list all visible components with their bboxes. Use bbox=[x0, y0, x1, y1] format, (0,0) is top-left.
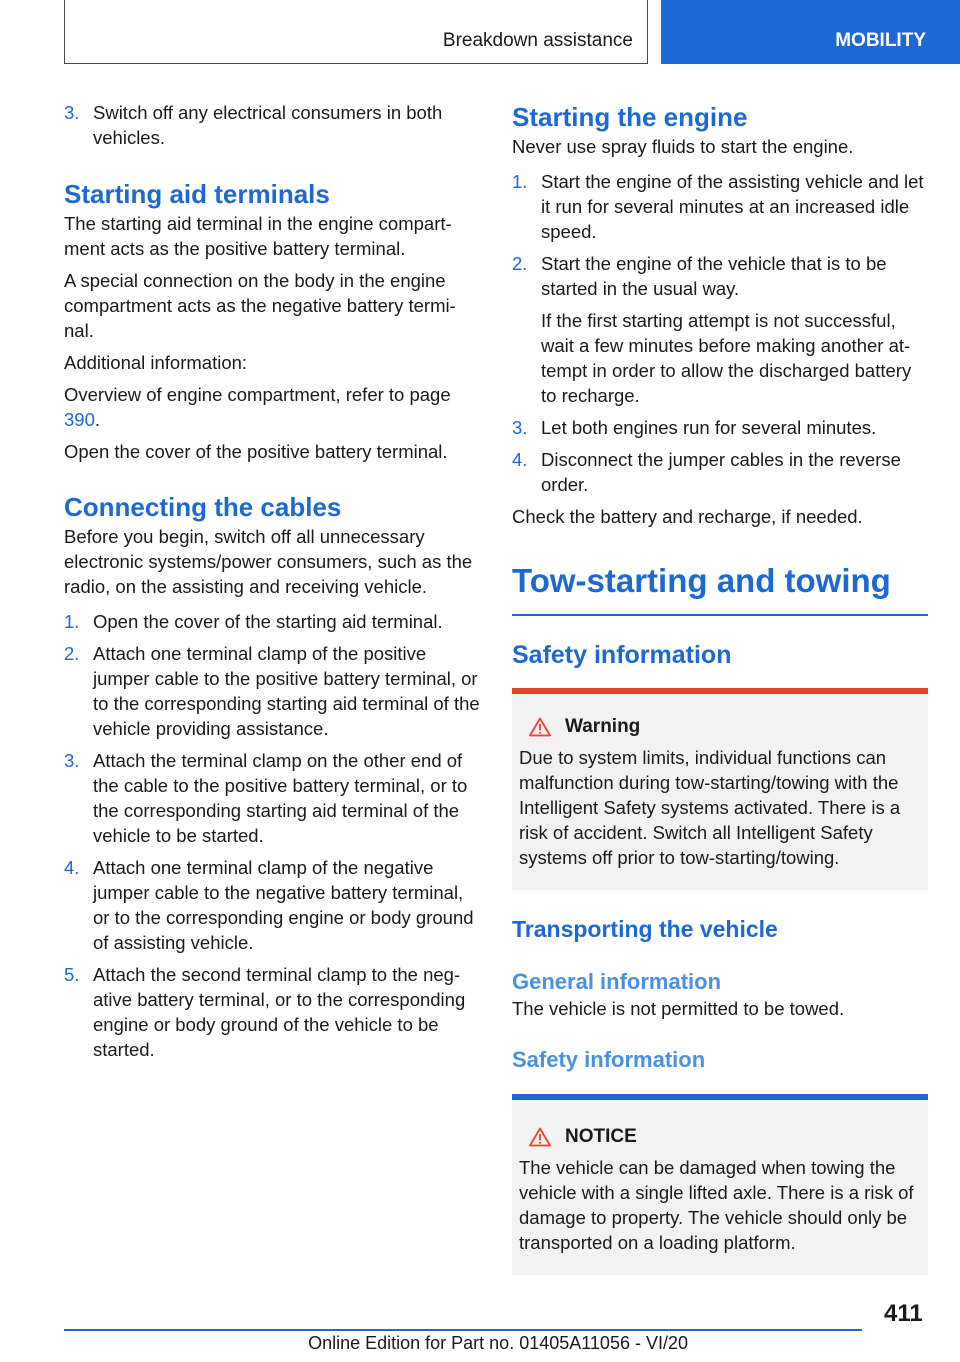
list-item bbox=[64, 855, 480, 955]
cont-step-list bbox=[64, 100, 480, 150]
right-column bbox=[512, 100, 928, 1275]
paragraph: Check the battery and recharge, if needed. bbox=[512, 506, 863, 527]
notice-header bbox=[529, 1124, 922, 1149]
cables-step-list bbox=[64, 609, 480, 1062]
step-text: Disconnect the jumper cables in the reverse order. bbox=[541, 449, 901, 495]
step-number: 3. bbox=[512, 417, 528, 438]
list-item bbox=[64, 962, 480, 1062]
reference-end: . bbox=[94, 409, 101, 430]
step-extra-text: If the first starting attempt is not successful, wait a few minutes before making another at‐tempt in order to allow the discharged battery to recharge. bbox=[541, 310, 912, 406]
list-item bbox=[512, 251, 928, 408]
heading-tow-starting: Tow-starting and towing bbox=[512, 560, 928, 616]
heading-general-information: General information bbox=[512, 969, 722, 994]
notice-box bbox=[512, 1094, 928, 1275]
footer-edition: Online Edition for Part no. 01405A11056 - VI/20 bbox=[308, 1333, 688, 1353]
page-number: 411 bbox=[884, 1300, 923, 1327]
step-number: 2. bbox=[64, 643, 80, 664]
step-text: Start the engine of the assisting vehicle and let it run for several minutes at an increased idle speed. bbox=[541, 171, 924, 242]
step-number: 1. bbox=[64, 611, 80, 632]
step-text: Attach the terminal clamp on the other end of the cable to the positive battery terminal, or to the corresponding starting aid terminal of the vehicle to be started. bbox=[93, 750, 468, 846]
list-item bbox=[64, 641, 480, 741]
list-item bbox=[64, 609, 480, 634]
header-chapter-label: MOBILITY bbox=[835, 30, 926, 51]
step-text: Attach one terminal clamp of the positive jumper cable to the positive battery terminal, or to the corresponding starting aid terminal of the vehicle providing assistance. bbox=[93, 643, 480, 739]
warning-title: Warning bbox=[565, 716, 641, 737]
step-text: Open the cover of the starting aid terminal. bbox=[93, 611, 443, 632]
list-item bbox=[64, 748, 480, 848]
paragraph: The starting aid terminal in the engine compart‐ment acts as the positive battery terminal. bbox=[64, 213, 452, 259]
step-number: 5. bbox=[64, 964, 80, 985]
heading-starting-engine: Starting the engine bbox=[512, 102, 748, 132]
header-section-box bbox=[64, 0, 648, 64]
heading-connecting-cables: Connecting the cables bbox=[64, 492, 342, 522]
paragraph: Open the cover of the positive battery terminal. bbox=[64, 441, 448, 462]
heading-transporting-vehicle: Transporting the vehicle bbox=[512, 916, 778, 942]
warning-text: Due to system limits, individual functions can malfunction during tow-starting/towing with the Intelligent Safety systems activated. There is a risk of accident. Switch all Intelligent Safety systems off prior to tow-starting/towing. bbox=[519, 747, 901, 868]
warning-triangle-icon bbox=[529, 1127, 551, 1147]
warning-triangle-icon bbox=[529, 717, 551, 737]
step-text: Attach the second terminal clamp to the neg‐ative battery terminal, or to the corresponding engine or body ground of the vehicle to be started. bbox=[93, 964, 466, 1060]
paragraph: Never use spray fluids to start the engine. bbox=[512, 136, 854, 157]
step-number: 2. bbox=[512, 253, 528, 274]
step-text: Let both engines run for several minutes. bbox=[541, 417, 877, 438]
list-item bbox=[512, 169, 928, 244]
step-number: 4. bbox=[512, 449, 528, 470]
list-item bbox=[64, 100, 480, 150]
list-item bbox=[512, 447, 928, 497]
paragraph: A special connection on the body in the engine compartment acts as the negative battery termi‐nal. bbox=[64, 270, 456, 341]
step-text: Start the engine of the vehicle that is to be started in the usual way. bbox=[541, 253, 887, 299]
notice-text: The vehicle can be damaged when towing the vehicle with a single lifted axle. There is a risk of damage to property. The vehicle should only be transported on a loading platform. bbox=[519, 1157, 914, 1253]
list-item bbox=[512, 415, 928, 440]
left-column bbox=[64, 100, 480, 1069]
page-link-390[interactable]: 390 bbox=[64, 409, 95, 430]
header-section-title: Breakdown assistance bbox=[442, 30, 633, 51]
reference-text: Overview of engine compartment, refer to page bbox=[64, 384, 451, 405]
warning-header bbox=[529, 714, 922, 739]
step-number: 4. bbox=[64, 857, 80, 878]
header-chapter-tab[interactable] bbox=[661, 0, 960, 64]
heading-safety-information: Safety information bbox=[512, 641, 732, 669]
warning-box bbox=[512, 688, 928, 890]
step-text: Switch off any electrical consumers in both vehicles. bbox=[93, 102, 443, 148]
step-number: 3. bbox=[64, 102, 80, 123]
paragraph: Before you begin, switch off all unnecessary electronic systems/power consumers, such as the radio, on the assisting and receiving vehicle. bbox=[64, 526, 473, 597]
paragraph: The vehicle is not permitted to be towed. bbox=[512, 998, 845, 1019]
step-text: Attach one terminal clamp of the negative jumper cable to the negative battery terminal, or to the corresponding engine or body ground of assisting vehicle. bbox=[93, 857, 474, 953]
heading-starting-aid-terminals: Starting aid terminals bbox=[64, 179, 330, 209]
step-number: 1. bbox=[512, 171, 528, 192]
paragraph-reference bbox=[64, 382, 480, 432]
paragraph: Additional information: bbox=[64, 352, 248, 373]
step-number: 3. bbox=[64, 750, 80, 771]
notice-title: NOTICE bbox=[565, 1126, 637, 1147]
engine-step-list bbox=[512, 169, 928, 497]
heading-safety-information-2: Safety information bbox=[512, 1047, 706, 1072]
